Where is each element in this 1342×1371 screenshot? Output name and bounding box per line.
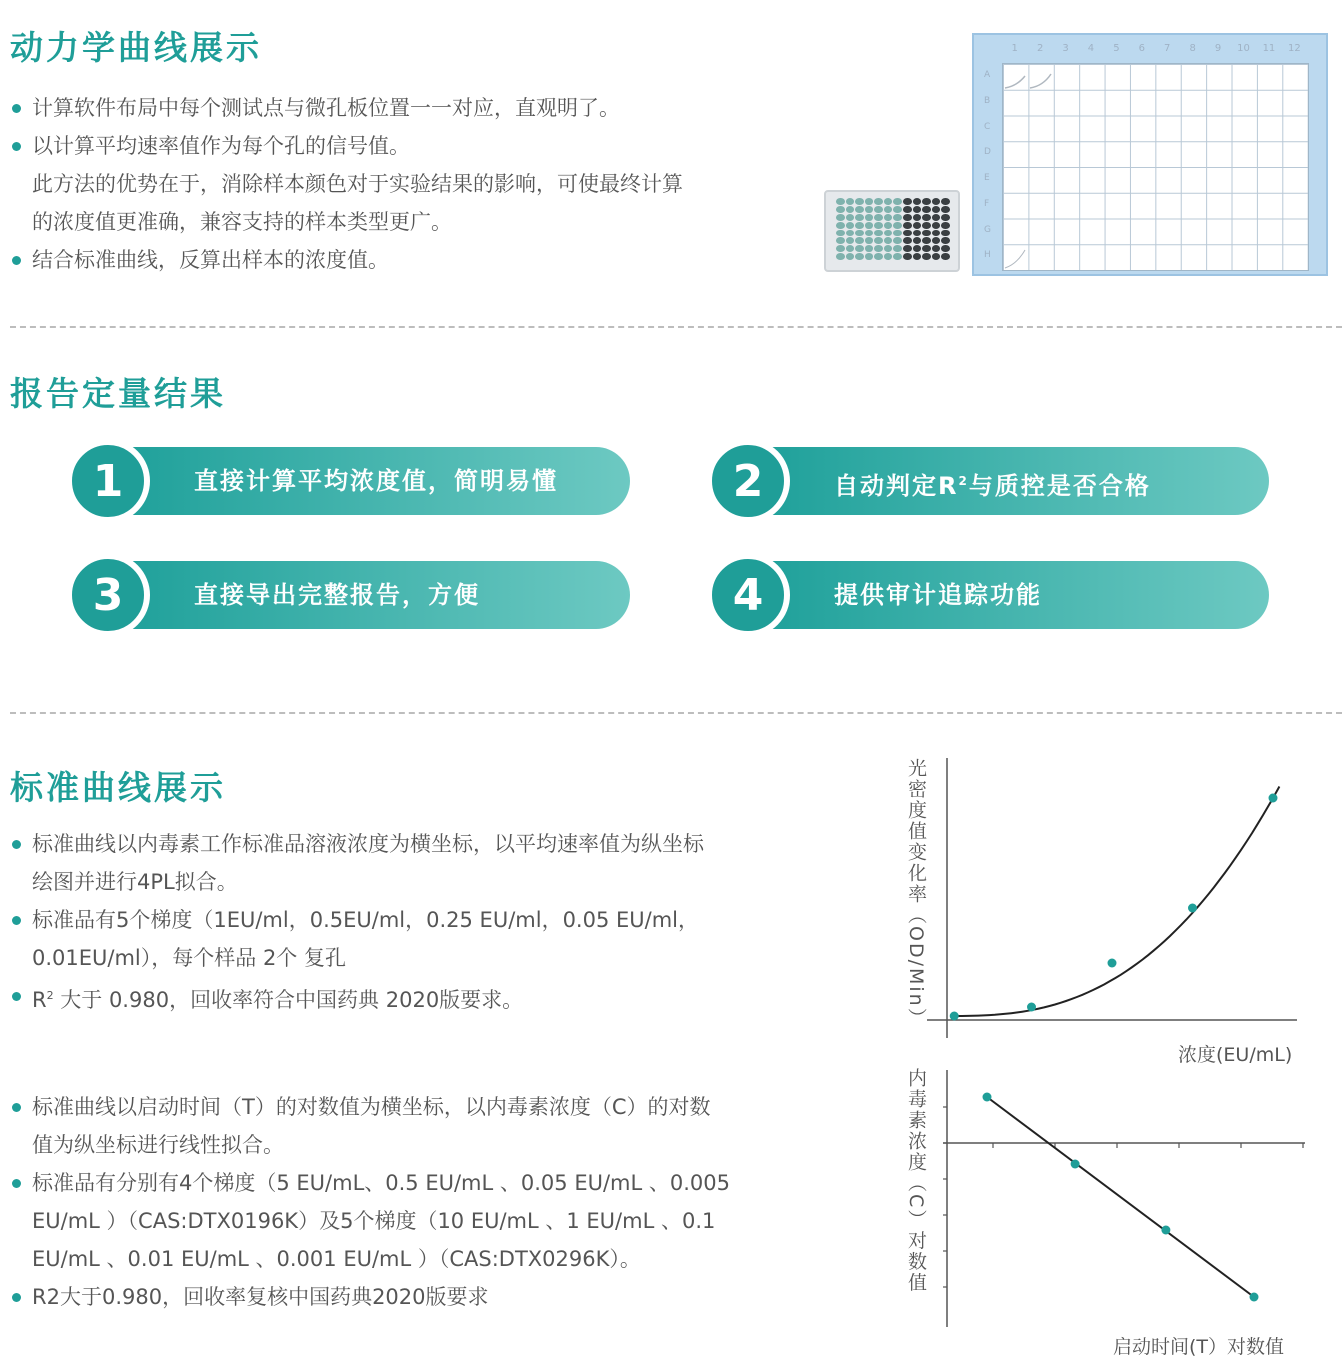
chart2-x-axis-label: 启动时间(T）对数值 bbox=[1113, 1336, 1285, 1358]
chart2-data-point bbox=[1071, 1160, 1080, 1169]
chart2-linear-fit bbox=[925, 1065, 1315, 1335]
bullet-item: 值为纵坐标进行线性拟合。 bbox=[32, 1133, 284, 1157]
bullet-item: 标准曲线以内毒素工作标准品溶液浓度为横坐标，以平均速率值为纵坐标 bbox=[10, 825, 830, 863]
bullet-item: EU/mL ）（CAS:DTX0196K）及5个梯度（10 EU/mL 、1 EU/mL 、0.1 bbox=[32, 1209, 716, 1233]
number-badge-4: 4 bbox=[706, 553, 790, 637]
bullet-dot-icon bbox=[12, 104, 21, 113]
plate-col-label: 2 bbox=[1036, 43, 1044, 54]
plate-column-numbers bbox=[1002, 43, 1307, 54]
section-divider bbox=[10, 712, 1342, 714]
plate-col-label: 6 bbox=[1138, 43, 1145, 54]
section-title-standard-curve: 标准曲线展示 bbox=[10, 768, 226, 807]
bullet-dot-icon bbox=[12, 916, 21, 925]
number-badge-3: 3 bbox=[66, 553, 150, 637]
plate-row-label: C bbox=[984, 121, 991, 132]
bullet-item: EU/mL 、0.01 EU/mL 、0.001 EU/mL ）（CAS:DTX0296K）。 bbox=[32, 1247, 641, 1271]
bullet-item: 以计算平均速率值作为每个孔的信号值。 bbox=[10, 127, 683, 165]
chart1-data-point bbox=[1269, 794, 1278, 803]
chart1-y-axis-label: 光密度值变化率（OD/Min） bbox=[905, 758, 927, 1029]
plate-well-grid bbox=[1002, 63, 1309, 271]
bullet-item: 计算软件布局中每个测试点与微孔板位置一一对应，直观明了。 bbox=[10, 89, 683, 127]
plate-col-label: 3 bbox=[1062, 43, 1069, 54]
chart1-data-point bbox=[1188, 904, 1197, 913]
plate-col-label: 5 bbox=[1113, 43, 1120, 54]
section-divider bbox=[10, 326, 1342, 328]
bullet-item: 标准曲线以启动时间（T）的对数值为横坐标，以内毒素浓度（C）的对数 bbox=[10, 1088, 830, 1126]
standard-bullet-list-a bbox=[10, 825, 830, 977]
bullet-item: 绘图并进行4PL拟合。 bbox=[32, 870, 238, 894]
chart1-x-axis-label: 浓度(EU/mL) bbox=[1178, 1044, 1293, 1066]
plate-col-label: 9 bbox=[1214, 43, 1222, 54]
bullet-item: 0.01EU/ml），每个样品 2个 复孔 bbox=[32, 946, 346, 970]
standard-r2-line: $R^2$ 大于 0.980，回收率符合中国药典 2020版要求。 bbox=[10, 977, 523, 1019]
plate-row-label: G bbox=[984, 224, 991, 235]
plate-col-label: 8 bbox=[1189, 43, 1196, 54]
chart2-y-axis-label: 内毒素浓度（C）对数值 bbox=[905, 1068, 927, 1294]
plate-col-label: 11 bbox=[1262, 43, 1276, 54]
plate-col-label: 7 bbox=[1164, 43, 1171, 54]
feature-pill-2 bbox=[706, 447, 1269, 515]
plate-row-label: F bbox=[984, 198, 990, 209]
chart1-4pl-curve bbox=[925, 750, 1315, 1040]
bullet-item: 标准品有5个梯度（1EU/ml，0.5EU/ml，0.25 EU/ml，0.05 EU/ml， bbox=[10, 901, 830, 939]
bullet-dot-icon bbox=[12, 256, 21, 265]
plate-row-label: E bbox=[984, 173, 990, 183]
bullet-dot-icon bbox=[12, 840, 21, 849]
plate-row-label: D bbox=[984, 147, 991, 158]
microplate-layout-screenshot bbox=[972, 33, 1328, 276]
plate-row-letters bbox=[984, 63, 991, 269]
standard-bullet-list-b bbox=[10, 1088, 830, 1316]
bullet-dot-icon bbox=[12, 1103, 21, 1112]
feature-pill-1 bbox=[66, 447, 630, 515]
plate-col-label: 12 bbox=[1287, 43, 1301, 54]
microplate-photo bbox=[824, 190, 960, 272]
bullet-dot-icon bbox=[12, 1293, 21, 1302]
kinetics-bullet-list bbox=[10, 89, 683, 279]
feature-pill-4 bbox=[706, 561, 1269, 629]
chart2-data-point bbox=[1161, 1226, 1170, 1235]
feature-label-1: 直接计算平均浓度值，简明易懂 bbox=[194, 467, 558, 495]
number-badge-2: 2 bbox=[706, 439, 790, 523]
plate-row-label: H bbox=[984, 250, 991, 261]
bullet-item: 标准品有分别有4个梯度（5 EU/mL、0.5 EU/mL 、0.05 EU/mL 、0.005 bbox=[10, 1164, 830, 1202]
section-title-kinetics: 动力学曲线展示 bbox=[10, 28, 262, 67]
chart2-fit-line bbox=[987, 1097, 1254, 1297]
bullet-item: 的浓度值更准确，兼容支持的样本类型更广。 bbox=[32, 210, 452, 234]
plate-row-label: A bbox=[984, 70, 991, 80]
bullet-item: 结合标准曲线，反算出样本的浓度值。 bbox=[10, 241, 683, 279]
chart1-fit-curve bbox=[951, 787, 1279, 1017]
chart2-data-point bbox=[983, 1093, 992, 1102]
chart2-data-point bbox=[1250, 1293, 1259, 1302]
number-badge-1: 1 bbox=[66, 439, 150, 523]
bullet-dot-icon bbox=[12, 142, 21, 151]
chart1-data-point bbox=[1027, 1003, 1036, 1012]
feature-pill-3 bbox=[66, 561, 630, 629]
feature-label-4: 提供审计追踪功能 bbox=[834, 581, 1042, 609]
bullet-item: 此方法的优势在于，消除样本颜色对于实验结果的影响，可使最终计算 bbox=[32, 172, 683, 196]
plate-row-label: B bbox=[984, 95, 991, 106]
plate-col-label: 1 bbox=[1011, 43, 1018, 54]
chart1-data-point bbox=[950, 1012, 959, 1021]
feature-label-3: 直接导出完整报告，方便 bbox=[194, 581, 480, 609]
feature-label-2: 自动判定$R^2$与质控是否合格 bbox=[834, 472, 1151, 500]
bullet-dot-icon bbox=[12, 1179, 21, 1188]
section-title-report: 报告定量结果 bbox=[10, 374, 226, 413]
plate-col-label: 10 bbox=[1237, 43, 1250, 54]
chart1-data-point bbox=[1108, 959, 1117, 968]
plate-col-label: 4 bbox=[1087, 43, 1095, 54]
bullet-item: R2大于0.980，回收率复核中国药典2020版要求 bbox=[10, 1278, 830, 1316]
